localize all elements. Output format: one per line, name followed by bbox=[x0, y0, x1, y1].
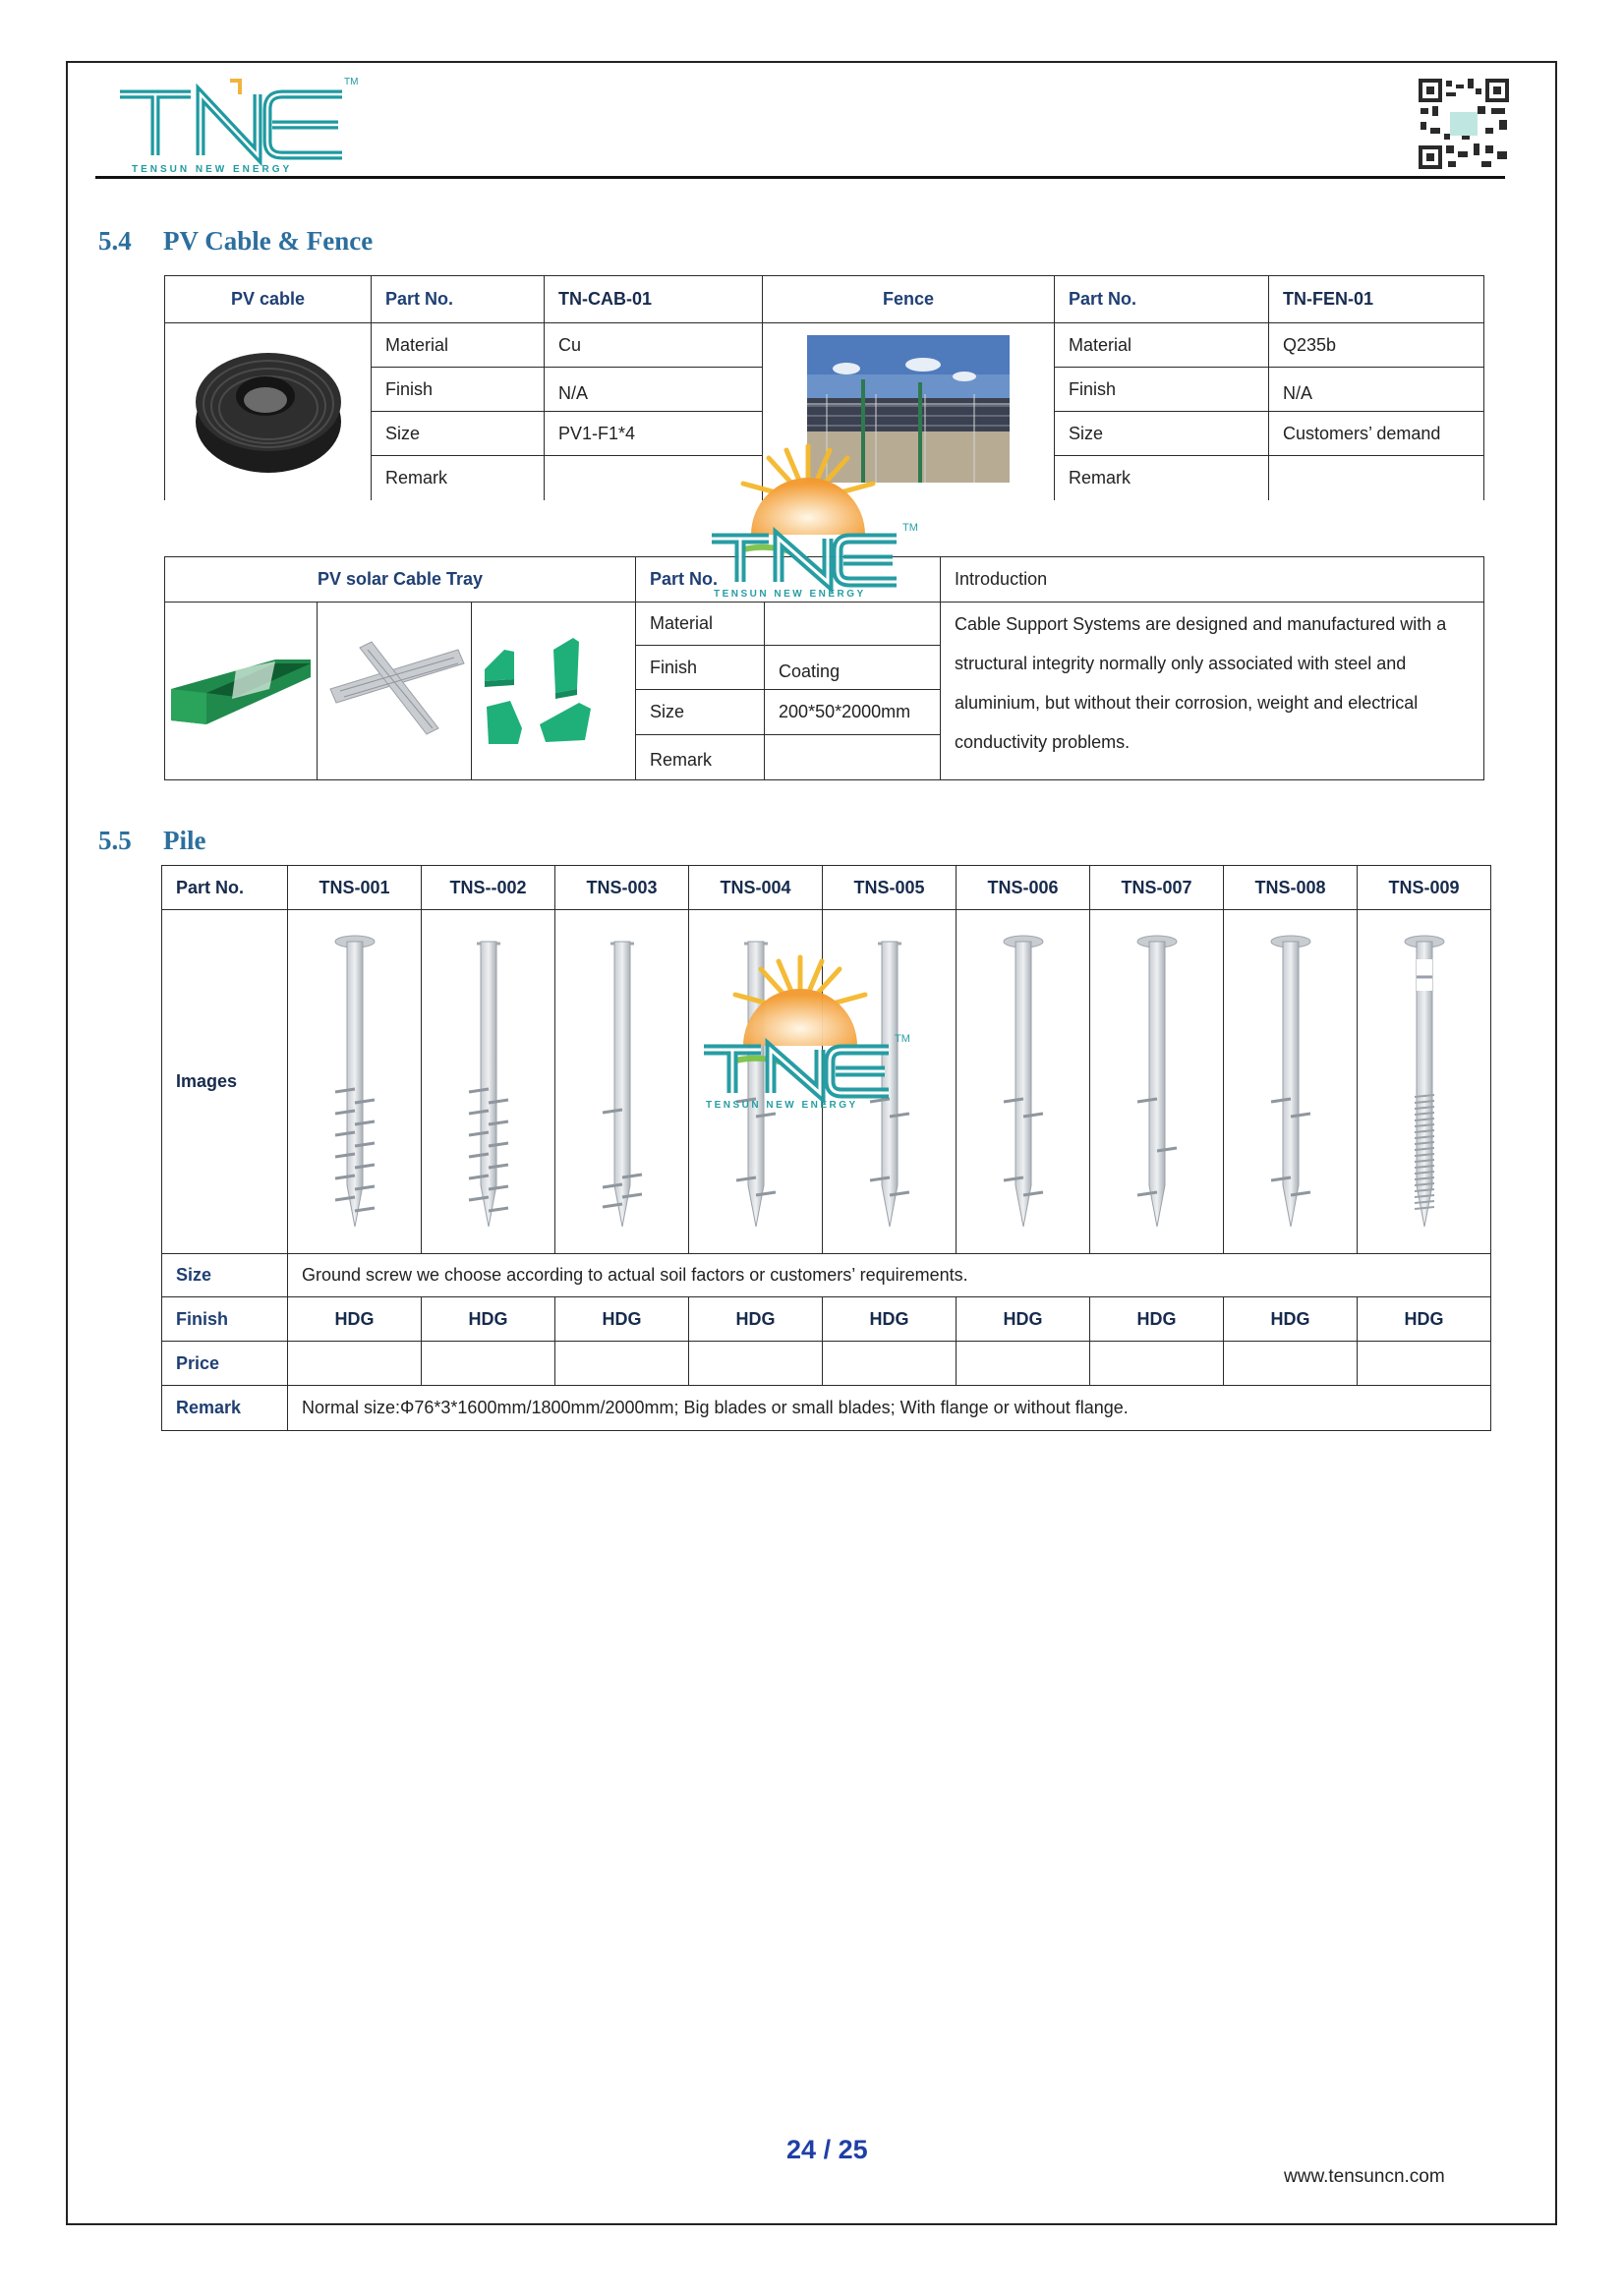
pile-finish-row bbox=[162, 1297, 1491, 1342]
pile-price-label: Price bbox=[162, 1342, 288, 1386]
tray-row-value bbox=[765, 603, 941, 646]
pile-part-no: TNS-006 bbox=[957, 866, 1090, 910]
section-title-5-5 bbox=[98, 826, 205, 856]
tray-name: PV solar Cable Tray bbox=[165, 557, 636, 603]
watermark-tm: TM bbox=[902, 522, 918, 534]
pile-image-cell bbox=[555, 910, 689, 1254]
watermark-subtitle: TENSUN NEW ENERGY bbox=[714, 589, 866, 600]
pile-finish-value: HDG bbox=[689, 1297, 823, 1342]
pile-size-text: Ground screw we choose according to actual soil factors or customers’ requirements. bbox=[288, 1254, 1491, 1297]
header-rule bbox=[95, 176, 1505, 179]
cable-row-label: Remark bbox=[372, 456, 545, 500]
ground-screw-pile-image bbox=[296, 920, 414, 1244]
logo-subtitle: TENSUN NEW ENERGY bbox=[132, 164, 293, 175]
pile-header-row bbox=[162, 866, 1491, 910]
pile-part-no: TNS-009 bbox=[1358, 866, 1491, 910]
pile-remark-text: Normal size:Φ76*3*1600mm/1800mm/2000mm; Big blades or small blades; With flange or without flange. bbox=[288, 1386, 1491, 1431]
cable-row-value: PV1-F1*4 bbox=[545, 412, 763, 456]
pile-finish-value: HDG bbox=[1358, 1297, 1491, 1342]
page-total: 25 bbox=[838, 2135, 868, 2164]
pile-image-cell bbox=[1224, 910, 1358, 1254]
pile-finish-value: HDG bbox=[823, 1297, 957, 1342]
pile-price-value bbox=[288, 1342, 422, 1386]
fence-row-value: N/A bbox=[1269, 368, 1484, 412]
pile-price-value bbox=[1358, 1342, 1491, 1386]
fence-part-no: TN-FEN-01 bbox=[1269, 276, 1484, 323]
pile-part-no: TNS-007 bbox=[1090, 866, 1224, 910]
tray-image-fittings-cell bbox=[472, 603, 636, 780]
tray-row-value: 200*50*2000mm bbox=[765, 690, 941, 735]
pile-part-no: TNS-008 bbox=[1224, 866, 1358, 910]
pile-part-no: TNS-001 bbox=[288, 866, 422, 910]
tray-row-value: Coating bbox=[765, 646, 941, 690]
tray-row-label: Material bbox=[636, 603, 765, 646]
qr-code-icon bbox=[1417, 77, 1511, 171]
cable-row-label: Size bbox=[372, 412, 545, 456]
cable-row-label: Finish bbox=[372, 368, 545, 412]
pile-part-no-label: Part No. bbox=[162, 866, 288, 910]
fence-part-no-label: Part No. bbox=[1055, 276, 1269, 323]
website-link[interactable]: www.tensuncn.com bbox=[1284, 2166, 1445, 2187]
pile-part-no: TNS-005 bbox=[823, 866, 957, 910]
cable-row-label: Material bbox=[372, 323, 545, 368]
fence-name: Fence bbox=[763, 276, 1055, 323]
pile-price-value bbox=[1224, 1342, 1358, 1386]
ground-screw-pile-image bbox=[1232, 920, 1350, 1244]
ground-screw-pile-image bbox=[430, 920, 548, 1244]
cable-part-no: TN-CAB-01 bbox=[545, 276, 763, 323]
table-header-row bbox=[165, 276, 1484, 323]
pile-finish-value: HDG bbox=[957, 1297, 1090, 1342]
pile-remark-row bbox=[162, 1386, 1491, 1431]
pile-finish-value: HDG bbox=[1224, 1297, 1358, 1342]
pile-price-value bbox=[957, 1342, 1090, 1386]
cable-row-value: N/A bbox=[545, 368, 763, 412]
page-separator: / bbox=[823, 2135, 832, 2164]
fence-row-value: Q235b bbox=[1269, 323, 1484, 368]
logo-tm: TM bbox=[344, 77, 359, 87]
ground-screw-pile-image bbox=[1098, 920, 1216, 1244]
ground-screw-pile-image bbox=[563, 920, 681, 1244]
cable-part-no-label: Part No. bbox=[372, 276, 545, 323]
fence-row-label: Remark bbox=[1055, 456, 1269, 500]
tray-intro-label: Introduction bbox=[941, 557, 1484, 603]
fence-row-label: Size bbox=[1055, 412, 1269, 456]
tray-fittings-image bbox=[475, 630, 632, 748]
tray-part-no-label: Part No. bbox=[636, 557, 765, 603]
watermark-subtitle: TENSUN NEW ENERGY bbox=[706, 1100, 858, 1111]
pile-image-cell bbox=[1090, 910, 1224, 1254]
page-current: 24 bbox=[786, 2135, 817, 2164]
pile-part-no: TNS--002 bbox=[422, 866, 555, 910]
section-title-5-4 bbox=[98, 226, 373, 257]
pile-image-cell bbox=[288, 910, 422, 1254]
pile-remark-label: Remark bbox=[162, 1386, 288, 1431]
cable-name: PV cable bbox=[165, 276, 372, 323]
section-number: 5.4 bbox=[98, 226, 132, 256]
section-heading: PV Cable & Fence bbox=[163, 226, 374, 256]
ground-screw-pile-image bbox=[1365, 920, 1483, 1244]
watermark-tm: TM bbox=[895, 1033, 910, 1045]
tray-row-value bbox=[765, 735, 941, 780]
pile-finish-value: HDG bbox=[555, 1297, 689, 1342]
pile-part-no: TNS-004 bbox=[689, 866, 823, 910]
pile-finish-value: HDG bbox=[1090, 1297, 1224, 1342]
tray-image-cross-cell bbox=[318, 603, 472, 780]
table-row bbox=[165, 603, 1484, 646]
pile-image-cell bbox=[957, 910, 1090, 1254]
tne-watermark bbox=[700, 432, 926, 600]
pile-price-value bbox=[555, 1342, 689, 1386]
pile-price-row bbox=[162, 1342, 1491, 1386]
tray-row-label: Finish bbox=[636, 646, 765, 690]
fence-row-label: Finish bbox=[1055, 368, 1269, 412]
pile-finish-value: HDG bbox=[288, 1297, 422, 1342]
tne-logo bbox=[110, 73, 366, 175]
pile-finish-label: Finish bbox=[162, 1297, 288, 1342]
page-number bbox=[786, 2135, 868, 2165]
fence-row-value: Customers’ demand bbox=[1269, 412, 1484, 456]
pile-price-value bbox=[823, 1342, 957, 1386]
pile-image-cell bbox=[1358, 910, 1491, 1254]
pile-images-label: Images bbox=[162, 910, 288, 1254]
cable-image-cell bbox=[165, 323, 372, 500]
tray-cross-image bbox=[320, 630, 468, 748]
pile-image-cell bbox=[422, 910, 555, 1254]
cable-coil-image bbox=[185, 335, 352, 483]
pile-price-value bbox=[1090, 1342, 1224, 1386]
tray-intro-text: Cable Support Systems are designed and manufactured with a structural integrity normally only associated with steel and aluminium, but without their corrosion, weight and electrical conductivity problems. bbox=[941, 603, 1484, 780]
tray-row-label: Remark bbox=[636, 735, 765, 780]
table-row bbox=[165, 323, 1484, 368]
fence-row-label: Material bbox=[1055, 323, 1269, 368]
tray-straight-image bbox=[167, 630, 315, 748]
pile-finish-value: HDG bbox=[422, 1297, 555, 1342]
pile-part-no: TNS-003 bbox=[555, 866, 689, 910]
tray-row-label: Size bbox=[636, 690, 765, 735]
section-number: 5.5 bbox=[98, 826, 132, 855]
pile-size-label: Size bbox=[162, 1254, 288, 1297]
pile-size-row bbox=[162, 1254, 1491, 1297]
section-heading: Pile bbox=[163, 826, 206, 855]
fence-row-value bbox=[1269, 456, 1484, 500]
pile-price-value bbox=[422, 1342, 555, 1386]
tne-watermark bbox=[692, 944, 918, 1111]
ground-screw-pile-image bbox=[964, 920, 1082, 1244]
cable-row-value: Cu bbox=[545, 323, 763, 368]
tray-image-straight-cell bbox=[165, 603, 318, 780]
pile-price-value bbox=[689, 1342, 823, 1386]
